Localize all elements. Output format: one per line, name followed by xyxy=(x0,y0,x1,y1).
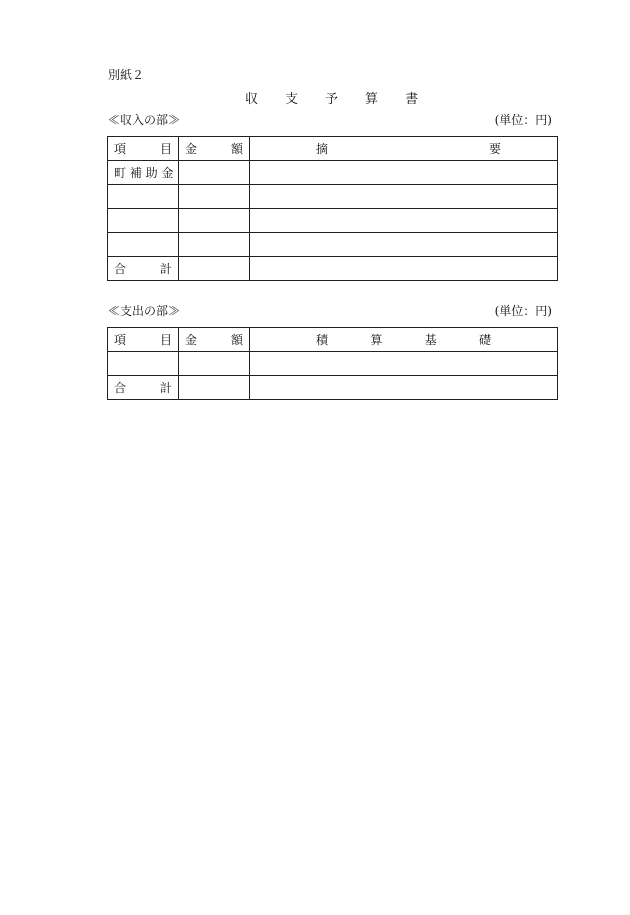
expense-table xyxy=(107,327,558,400)
summary-cell[interactable] xyxy=(250,185,558,209)
item-cell[interactable]: 町 補 助 金 xyxy=(108,161,179,185)
item-cell[interactable] xyxy=(108,209,179,233)
amount-cell[interactable] xyxy=(179,352,250,376)
total-amount-cell[interactable] xyxy=(179,257,250,281)
item-cell[interactable] xyxy=(108,233,179,257)
document-label: 別紙２ xyxy=(108,68,145,82)
table-row xyxy=(108,209,558,233)
document-title xyxy=(245,93,418,106)
header-item: 項 目 xyxy=(108,137,179,161)
income-section-title: ≪収入の部≫ xyxy=(108,113,181,127)
header-summary: 摘 要 xyxy=(250,137,558,161)
table-row xyxy=(108,233,558,257)
header-basis: 積 算 基 礎 xyxy=(250,328,558,352)
total-label: 合 計 xyxy=(108,257,179,281)
header-amount: 金 額 xyxy=(179,328,250,352)
income-unit-label: (単位：円) xyxy=(494,113,552,127)
title-char: 算 xyxy=(365,92,379,107)
item-cell[interactable] xyxy=(108,185,179,209)
basis-cell[interactable] xyxy=(250,352,558,376)
expense-body-row xyxy=(108,352,558,376)
total-summary-cell[interactable] xyxy=(250,257,558,281)
item-cell[interactable] xyxy=(108,352,179,376)
header-item: 項 目 xyxy=(108,328,179,352)
amount-cell[interactable] xyxy=(179,233,250,257)
summary-cell[interactable] xyxy=(250,209,558,233)
title-char: 支 xyxy=(285,92,299,107)
amount-cell[interactable] xyxy=(179,161,250,185)
summary-cell[interactable] xyxy=(250,233,558,257)
total-basis-cell[interactable] xyxy=(250,376,558,400)
expense-unit-label: (単位：円) xyxy=(494,304,552,318)
income-header-row xyxy=(108,137,558,161)
amount-cell[interactable] xyxy=(179,185,250,209)
income-table xyxy=(107,136,558,281)
amount-cell[interactable] xyxy=(179,209,250,233)
expense-header-row xyxy=(108,328,558,352)
header-amount: 金 額 xyxy=(179,137,250,161)
table-row xyxy=(108,161,558,185)
title-char: 書 xyxy=(405,92,419,107)
total-amount-cell[interactable] xyxy=(179,376,250,400)
title-char: 予 xyxy=(325,92,339,107)
title-char: 収 xyxy=(245,92,259,107)
summary-cell[interactable] xyxy=(250,161,558,185)
expense-total-row xyxy=(108,376,558,400)
table-row xyxy=(108,185,558,209)
expense-section-title: ≪支出の部≫ xyxy=(108,304,181,318)
total-label: 合 計 xyxy=(108,376,179,400)
income-total-row xyxy=(108,257,558,281)
